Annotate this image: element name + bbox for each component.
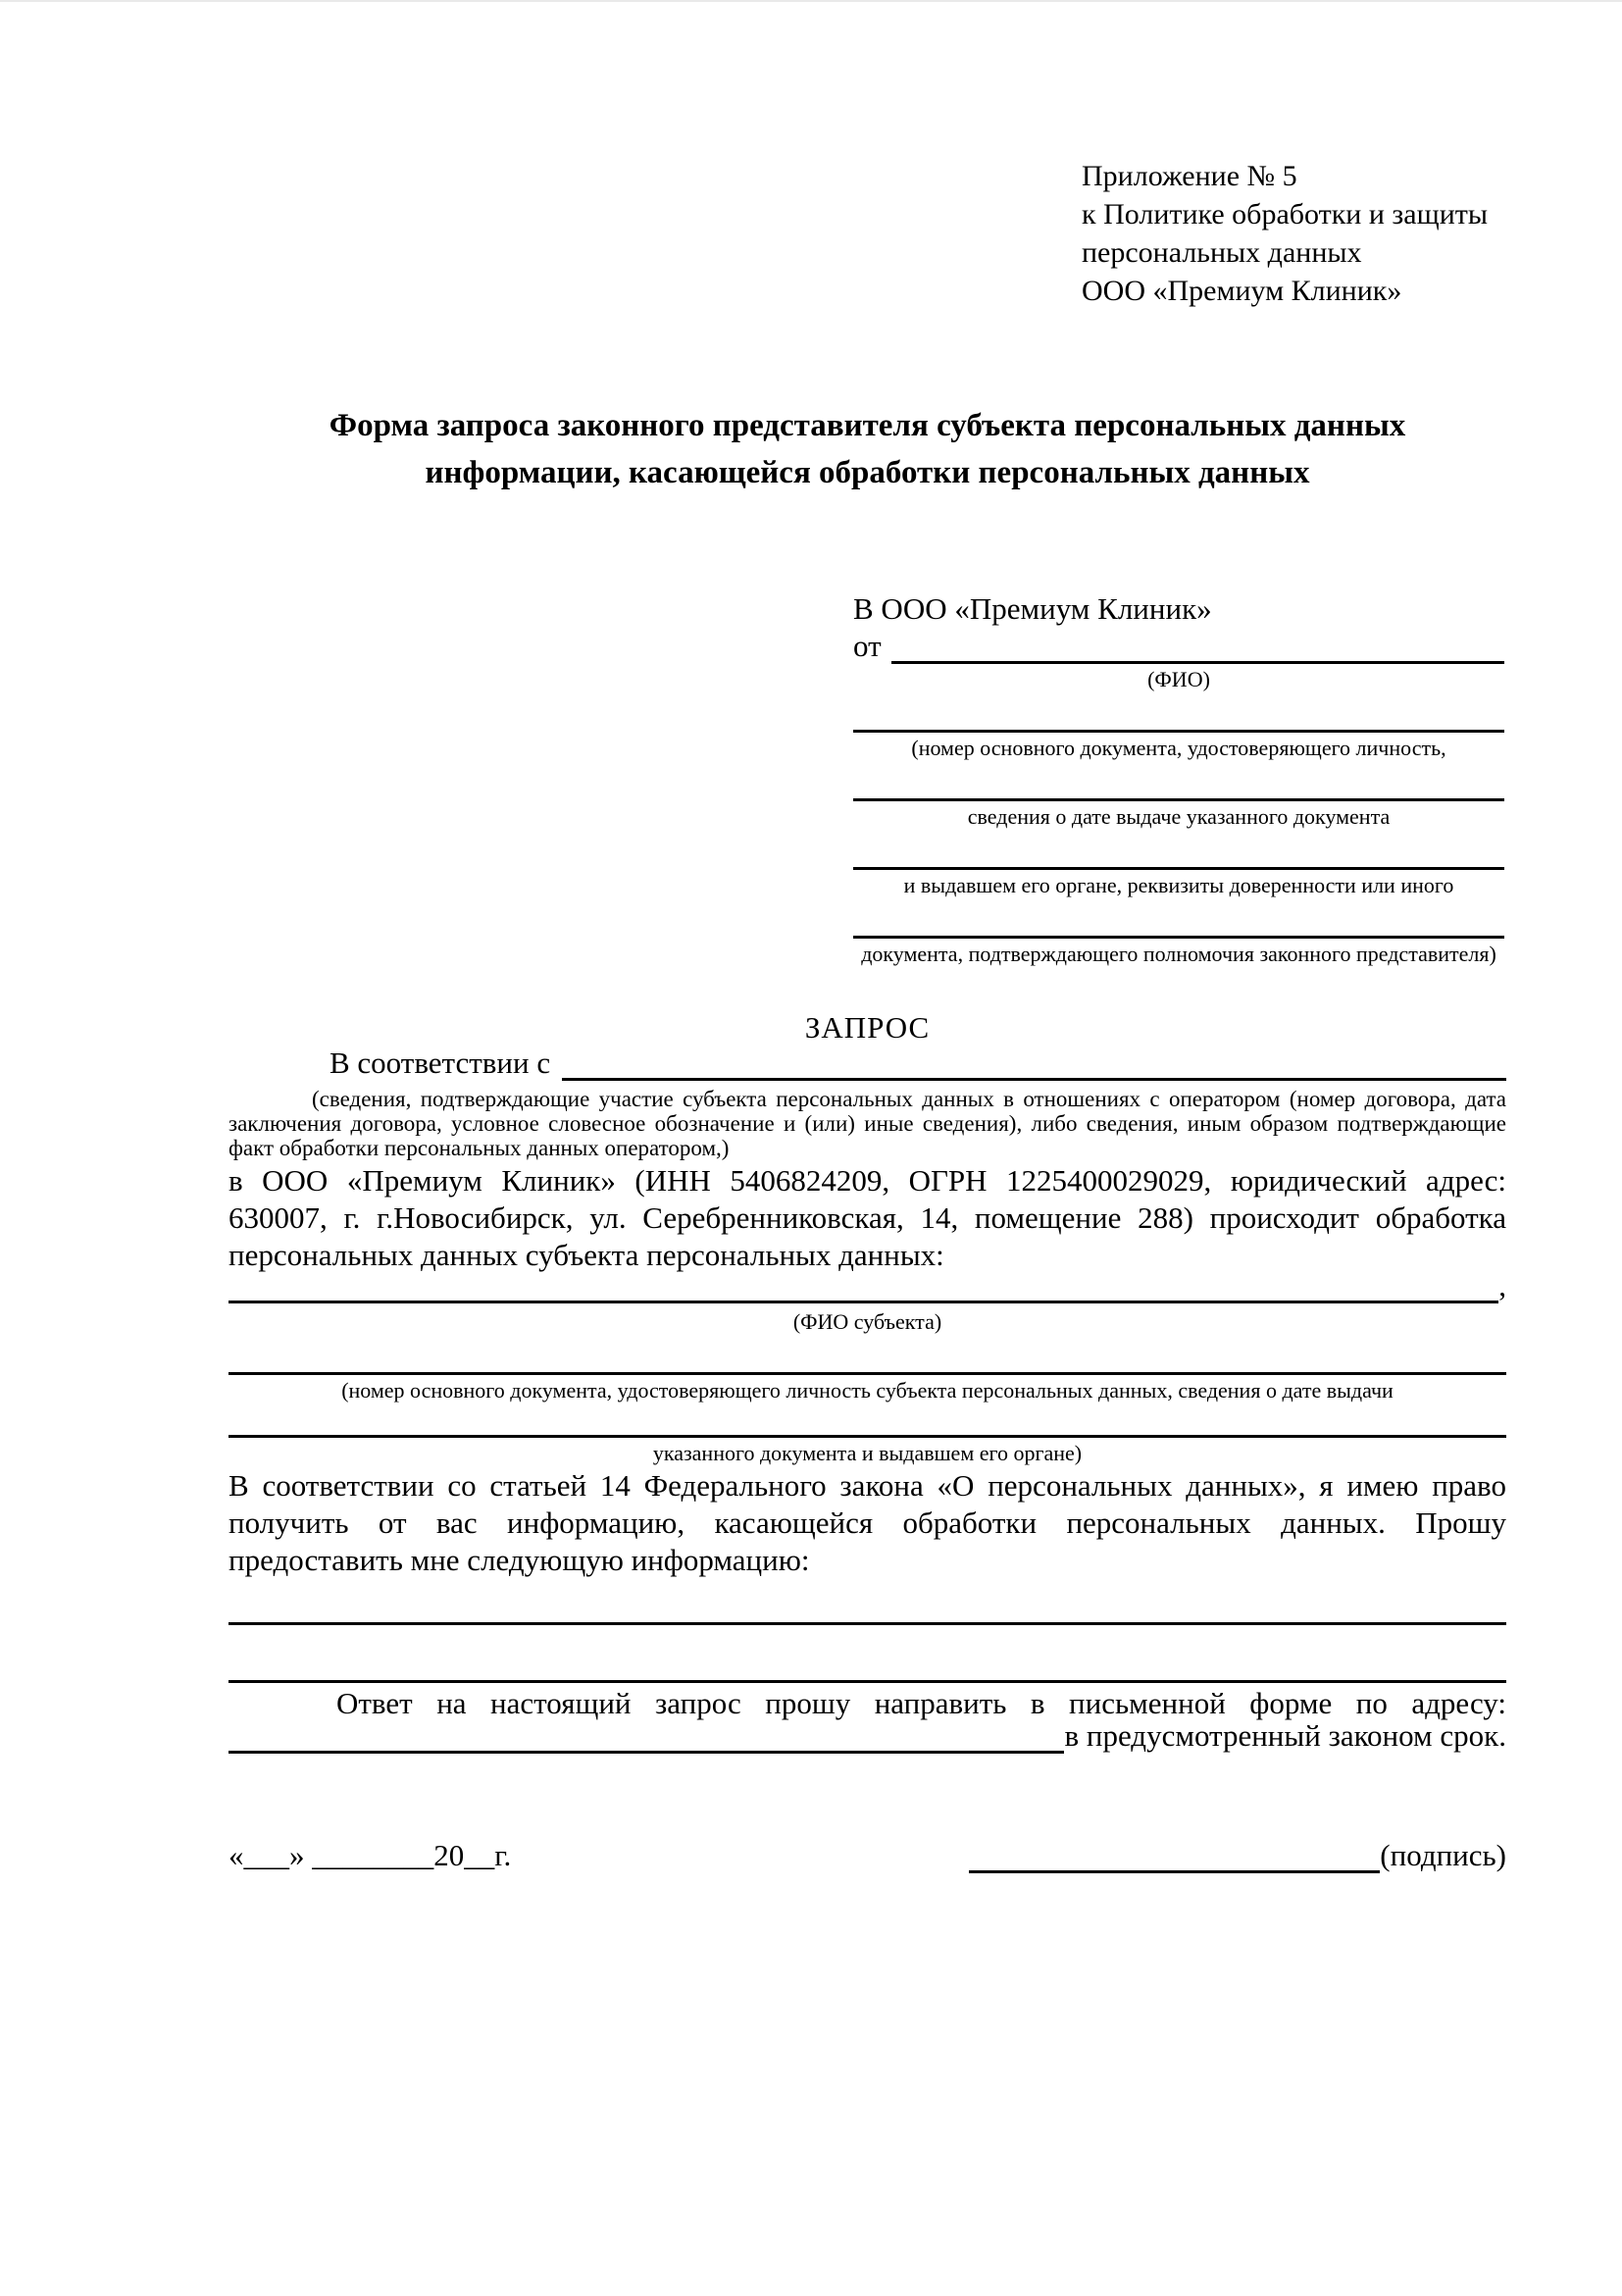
answer-paragraph: Ответ на настоящий запрос прошу направить в письменной форме по адресу: [336,1686,1506,1720]
law-paragraph: В соответствии со статьей 14 Федерального закона «О персональных данных», я имею право получить от вас информацию, касающейся обработки персональных данных. Прошу предоставить мне следующую информацию: [228,1468,1506,1577]
subject-doc-field-1[interactable] [228,1335,1506,1375]
representative-doc-field-4[interactable] [853,916,1504,939]
answer-address-field[interactable] [228,1744,1064,1754]
date-field[interactable]: «___» ________20__г. [228,1838,512,1872]
appendix-line-1: Приложение № 5 [1082,160,1297,192]
representative-doc-field-3[interactable] [853,847,1504,870]
subject-doc-caption-1: (номер основного документа, удостоверяющего личность субъекта персональных данных, сведения о дате выдачи [341,1378,1394,1403]
subject-doc-field-2[interactable] [228,1403,1506,1438]
subject-doc-caption-2: указанного документа и выдавшем его органе) [652,1441,1083,1465]
signature-caption: (подпись) [1380,1838,1506,1872]
appendix-line-4: ООО «Премиум Клиник» [1082,275,1402,307]
signature-field[interactable] [969,1863,1380,1873]
signature-group [969,1838,1506,1873]
answer-tail: в предусмотренный законом срок. [1064,1718,1506,1753]
accordance-row [228,1046,1506,1081]
representative-doc-field-1[interactable] [853,710,1504,733]
information-field-2[interactable] [228,1625,1506,1683]
operator-paragraph: в ООО «Премиум Клиник» (ИНН 5406824209, ОГРН 1225400029029, юридический адрес: 630007, г. г.Новосибирск, ул. Серебренниковская, 14, помещение 288) происходит обработка персональных данных субъекта персональных данных: [228,1163,1506,1272]
accordance-caption: (сведения, подтверждающие участие субъекта персональных данных в отношениях с оператором (номер договора, дата заключения договора, условное словесное обозначение и (или) иные сведения), либо сведения, иным образом подтверждающие факт обработки персональных данных оператором,) [228,1087,1506,1160]
appendix-line-2: к Политике обработки и защиты [1082,198,1489,230]
accordance-field[interactable] [562,1071,1506,1081]
answer-address-row [228,1718,1506,1754]
trailing-comma: , [1498,1268,1506,1302]
appendix-block [1082,157,1488,310]
field-caption-1: (номер основного документа, удостоверяющего личность, [911,736,1446,760]
information-field-1[interactable] [228,1581,1506,1625]
fio-caption: (ФИО) [1147,667,1210,691]
request-heading: ЗАПРОС [804,1010,931,1045]
subject-fio-caption: (ФИО субъекта) [792,1309,942,1334]
subject-fio-row [228,1270,1506,1303]
field-caption-4: документа, подтверждающего полномочия законного представителя) [861,942,1496,966]
addressee-block [853,590,1504,967]
field-caption-2: сведения о дате выдаче указанного документа [967,804,1391,829]
appendix-line-3: персональных данных [1082,236,1362,269]
subject-fio-field[interactable] [228,1294,1498,1303]
representative-doc-field-2[interactable] [853,779,1504,801]
document-title: Форма запроса законного представителя субъекта персональных данных информации, касающейся обработки персональных данных [329,408,1406,490]
field-caption-3: и выдавшем его органе, реквизиты доверенности или иного [903,873,1454,897]
from-row [853,631,1504,664]
from-name-field[interactable] [891,654,1504,664]
from-label: от [853,629,882,663]
addressee-to: В ООО «Премиум Клиник» [853,591,1212,626]
footer-row [228,1832,1506,1873]
accordance-label: В соответствии с [329,1046,551,1080]
subject-doc-block [228,1306,1506,1466]
